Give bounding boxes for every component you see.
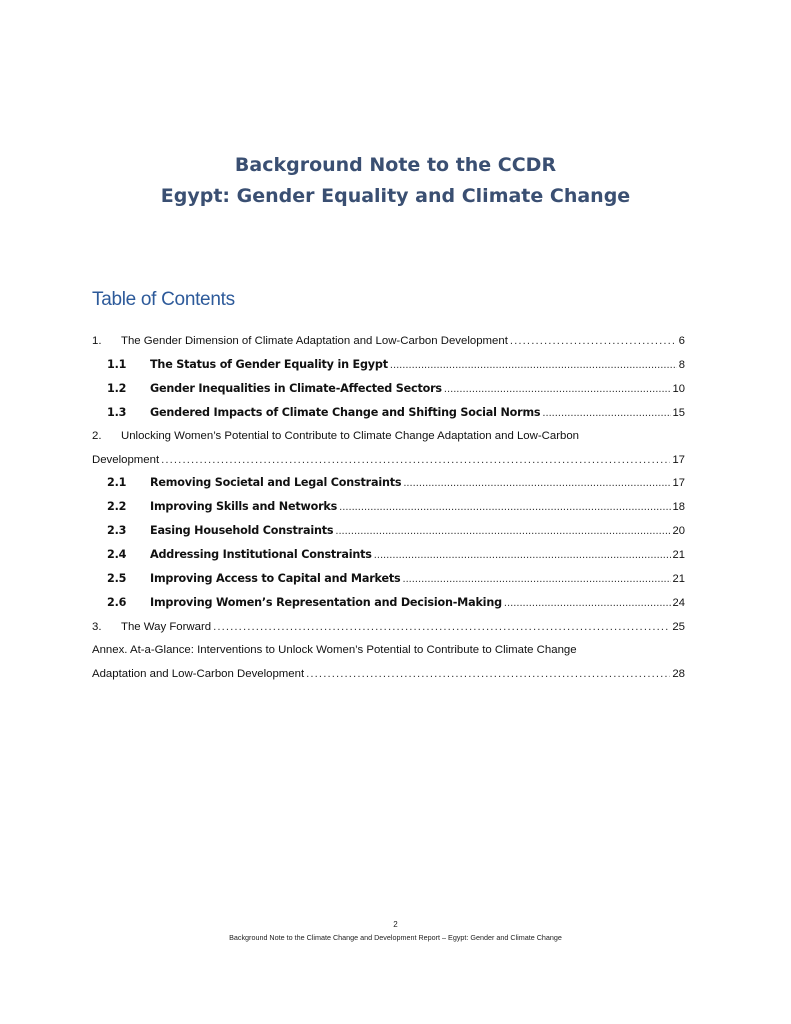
toc-entry-page: 28 xyxy=(672,668,685,680)
toc-entry-title-continued: Development xyxy=(92,454,160,466)
toc-leader-dots xyxy=(542,401,670,425)
toc-entry-title-continued: Adaptation and Low-Carbon Development xyxy=(92,668,305,680)
toc-entry-page: 21 xyxy=(672,573,685,585)
toc-leader-dots xyxy=(403,471,670,495)
toc-entry-1-1[interactable] xyxy=(92,353,685,377)
toc-entry-1[interactable] xyxy=(92,329,685,353)
toc-entry-page: 24 xyxy=(672,597,685,609)
toc-entry-page: 17 xyxy=(672,477,685,489)
toc-leader-dots xyxy=(390,353,677,377)
toc-leader-dots xyxy=(339,495,670,519)
toc-entry-annex-line-1[interactable] xyxy=(92,639,685,663)
toc-leader-dots xyxy=(402,567,670,591)
toc-entry-2-3[interactable] xyxy=(92,519,685,543)
toc-entry-number: 2.6 xyxy=(107,596,127,609)
toc-entry-title: Removing Societal and Legal Constraints xyxy=(150,476,402,489)
toc-entry-title: Gendered Impacts of Climate Change and Shifting Social Norms xyxy=(150,406,541,419)
toc-leader-dots xyxy=(504,591,671,615)
toc-entry-number: 2.4 xyxy=(107,548,127,561)
toc-entry-2-5[interactable] xyxy=(92,567,685,591)
toc-entry-title: The Way Forward xyxy=(121,621,212,633)
document-title xyxy=(0,150,791,212)
toc-leader-dots xyxy=(335,519,670,543)
toc-entry-title: Improving Skills and Networks xyxy=(150,500,338,513)
toc-entry-annex-line-2[interactable] xyxy=(92,663,685,685)
toc-entry-number: 2.3 xyxy=(107,524,127,537)
toc-entry-page: 20 xyxy=(672,525,685,537)
title-line-1: Background Note to the CCDR xyxy=(234,154,557,176)
toc-entry-number: 1.1 xyxy=(107,358,127,371)
footer-page-number: 2 xyxy=(393,920,398,929)
toc-entry-page: 10 xyxy=(672,383,685,395)
toc-entry-3[interactable] xyxy=(92,615,685,639)
toc-entry-page: 21 xyxy=(672,549,685,561)
toc-entry-2-2[interactable] xyxy=(92,495,685,519)
toc-entry-title: Gender Inequalities in Climate-Affected Sectors xyxy=(150,382,442,395)
toc-leader-dots xyxy=(306,663,670,685)
toc-entry-2-4[interactable] xyxy=(92,543,685,567)
toc-entry-1-2[interactable] xyxy=(92,377,685,401)
toc-entry-page: 17 xyxy=(672,454,685,466)
toc-entry-page: 8 xyxy=(678,359,685,371)
toc-entry-title: The Gender Dimension of Climate Adaptation and Low-Carbon Development xyxy=(121,335,508,347)
title-line-2: Egypt: Gender Equality and Climate Change xyxy=(160,185,631,207)
toc-entry-title: Unlocking Women’s Potential to Contribute to Climate Change Adaptation and Low-Carbon xyxy=(121,430,580,442)
toc-entry-number: 2.5 xyxy=(107,572,127,585)
toc-heading: Table of Contents xyxy=(92,289,235,310)
table-of-contents xyxy=(92,329,685,685)
toc-entry-number: 2. xyxy=(92,430,102,442)
toc-entry-title: Annex. At-a-Glance: Interventions to Unlock Women’s Potential to Contribute to Climate Change xyxy=(92,644,577,656)
toc-entry-number: 1. xyxy=(92,335,102,347)
toc-entry-2-line-1[interactable] xyxy=(92,425,685,449)
toc-leader-dots xyxy=(510,329,677,353)
toc-entry-page: 25 xyxy=(672,621,685,633)
toc-entry-title: Improving Access to Capital and Markets xyxy=(150,572,401,585)
toc-entry-number: 3. xyxy=(92,621,102,633)
toc-entry-title: Addressing Institutional Constraints xyxy=(150,548,372,561)
toc-leader-dots xyxy=(444,377,671,401)
toc-entry-title: The Status of Gender Equality in Egypt xyxy=(150,358,388,371)
toc-entry-title: Easing Household Constraints xyxy=(150,524,334,537)
toc-leader-dots xyxy=(374,543,671,567)
toc-entry-2-line-2[interactable] xyxy=(92,449,685,471)
toc-leader-dots xyxy=(213,615,670,639)
toc-entry-number: 2.2 xyxy=(107,500,127,513)
toc-entry-page: 18 xyxy=(672,501,685,513)
footer-text: Background Note to the Climate Change and Development Report – Egypt: Gender and Climate Change xyxy=(229,933,562,942)
toc-entry-2-1[interactable] xyxy=(92,471,685,495)
toc-entry-page: 15 xyxy=(672,407,685,419)
toc-entry-1-3[interactable] xyxy=(92,401,685,425)
toc-entry-number: 1.2 xyxy=(107,382,127,395)
toc-entry-title: Improving Women’s Representation and Decision-Making xyxy=(150,596,502,609)
toc-entry-2-6[interactable] xyxy=(92,591,685,615)
toc-entry-number: 1.3 xyxy=(107,406,127,419)
toc-leader-dots xyxy=(161,449,670,471)
toc-entry-number: 2.1 xyxy=(107,476,127,489)
toc-entry-page: 6 xyxy=(678,335,685,347)
